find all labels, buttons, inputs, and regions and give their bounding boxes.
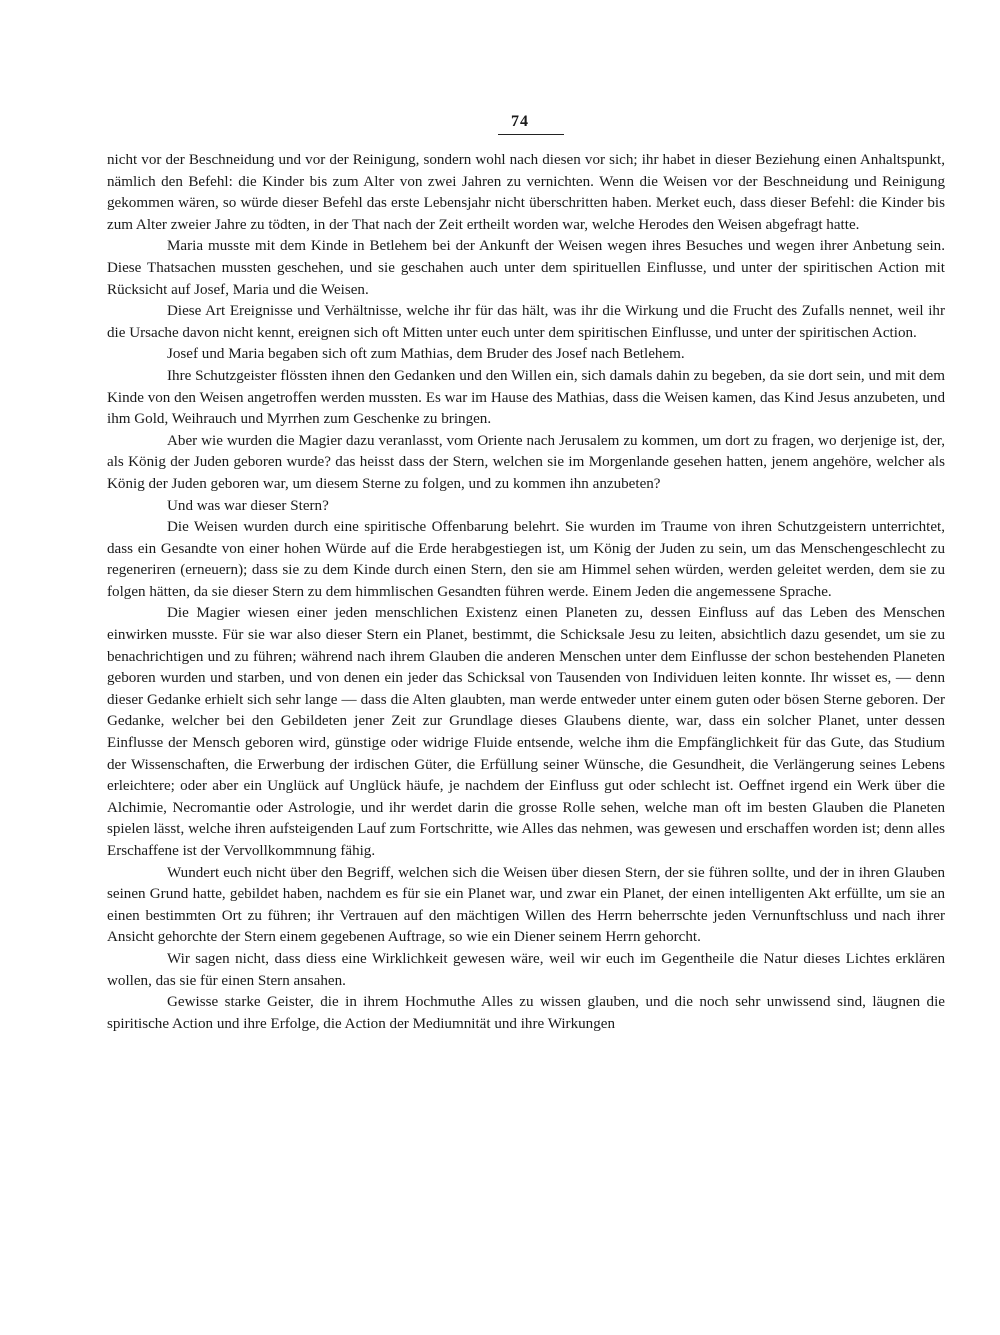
page-number: 74 [511,113,529,130]
paragraph: Aber wie wurden die Magier dazu veranlasst, vom Oriente nach Jerusalem zu kommen, um dort zu fragen, wo derjenige ist, der, als König der Juden geboren wurde? das heisst dass der Stern, welchen sie im Morgenlande gesehen hatten, jenem angehöre, welcher als König der Juden geboren war, um diesem Sterne zu folgen, und zu kommen ihn anzubeten? [107,432,945,492]
paragraph: Josef und Maria begaben sich oft zum Mathias, dem Bruder des Josef nach Betlehem. [167,346,685,363]
paragraph: Die Magier wiesen einer jeden menschlichen Existenz einen Planeten zu, dessen Einfluss auf das Leben des Menschen einwirken musste. Für sie war also dieser Stern ein Planet, bestimmt, die Schicksale Jesu zu leiten, absichtlich dazu gesendet, um sie zu benachrichtigen und zu führen; während nach ihrem Glauben die anderen Menschen unter dem Einflusse der schon bestehenden Planeten geboren wurden und starben, und von denen ein jeder das Schicksal von Tausenden von Individuen leiten konnte. Ihr wisset es, — denn dieser Gedanke erhielt sich sehr lange — dass die Alten glaubten, man werde entweder unter einem guten oder bösen Sterne geboren. Der Gedanke, welcher bei den Gebildeten jener Zeit zur Grundlage dieses Glaubens diente, war, dass ein solcher Planet, unter dessen Einflusse der Mensch geboren wird, günstige oder widrige Fluide entsende, welche ihm die Empfänglichkeit für das Gute, das Studium der Wissenschaften, die Erwerbung der irdischen Güter, die Erfüllung seiner Wünsche, die Gesundheit, die Verlängerung seines Lebens erleichtere; oder aber ein Unglück auf Unglück häufe, je nachdem der Einfluss gut oder schlecht ist. Oeffnet irgend ein Werk über die Alchimie, Necromantie oder Astrologie, und ihr werdet darin die grosse Rolle sehen, welche man oft im besten Glauben die Planeten spielen lässt, welche ihren aufsteigenden Lauf zum Fortschritte, wie Alles das nehmen, was gewesen und erschaffen worden ist; denn alles Erschaffene ist der Vervollkommnung fähig. [107,605,945,859]
text-body [107,150,945,1035]
paragraph: Maria musste mit dem Kinde in Betlehem bei der Ankunft der Weisen wegen ihres Besuches und wegen ihrer Anbetung sein. Diese Thatsachen mussten geschehen, und sie geschahen auch unter dem spirituellen Einflusse, und unter der spiritischen Action mit Rücksicht auf Josef, Maria und die Weisen. [107,238,945,298]
paragraph: Wir sagen nicht, dass diess eine Wirklichkeit gewesen wäre, weil wir euch im Gegentheile die Natur dieses Lichtes erklären wollen, das sie für einen Stern ansahen. [107,950,945,989]
paragraph: Wundert euch nicht über den Begriff, welchen sich die Weisen über diesen Stern, der sie führen sollte, und der in ihren Glauben seinen Grund hatte, gebildet haben, nachdem es für sie ein Planet war, und zwar ein Planet, der einen intelligenten Akt erfüllte, um sie an einen bestimmten Ort zu führen; ihr Vertrauen auf den mächtigen Willen des Herrn beherrschte jeden Vernunftschluss und nach ihrer Ansicht gehorchte der Stern einem gegebenen Auftrage, so wie ein Diener seinem Herrn gehorcht. [107,864,945,946]
paragraph: Ihre Schutzgeister flössten ihnen den Gedanken und den Willen ein, sich damals dahin zu begeben, da sie dort sein, und mit dem Kinde von den Weisen angetroffen werden mussten. Es war im Hause des Mathias, dass die Weisen kamen, das Kind Jesus anzubeten, und ihm Gold, Weihrauch und Myrrhen zum Geschenke zu bringen. [107,367,945,428]
paragraph: Diese Art Ereignisse und Verhältnisse, welche ihr für das hält, was ihr die Wirkung und die Frucht des Zufalls nennet, weil ihr die Ursache davon nicht kennt, ereignen sich oft Mitten unter euch unter dem spiritischen Einflusse, und unter der spiritischen Action. [107,303,945,341]
paragraph: Gewisse starke Geister, die in ihrem Hochmuthe Alles zu wissen glauben, und die noch sehr unwissend sind, läugnen die spiritische Action und ihre Erfolge, die Action der Mediumnität und ihre Wirkungen [107,994,945,1032]
paragraph: Die Weisen wurden durch eine spiritische Offenbarung belehrt. Sie wurden im Traume von ihren Schutzgeistern unterrichtet, dass ein Gesandte von einer hohen Würde auf die Erde herabgestiegen ist, um König der Juden zu sein, um das Menschengeschlecht zu regeneriren (erneuern); dass sie zu dem Kinde durch einen Stern, den sie am Himmel sehen würden, werden geleitet werden, dem sie zu folgen hätten, da sie dieser Stern zu dem himmlischen Gesandten führen werde. Einem Jeden die angemessene Sprache. [107,519,945,600]
paragraph: Und was war dieser Stern? [167,497,329,514]
page-number-rule [498,134,564,135]
paragraph: nicht vor der Beschneidung und vor der Reinigung, sondern wohl nach diesen vor sich; ihr habet in dieser Beziehung einen Anhaltspunkt, nämlich den Befehl: die Kinder bis zum Alter von zwei Jahren zu vernichten. Wenn die Weisen vor der Beschneidung und Reinigung gekommen wären, so würde dieser Befehl das erste Lebensjahr nicht überschritten haben. Merket euch, dass dieser Befehl: die Kinder bis zum Alter zweier Jahre zu tödten, in der That nach der Zeit ertheilt worden war, welche Herodes den Weisen abgefragt hatte. [107,152,945,233]
